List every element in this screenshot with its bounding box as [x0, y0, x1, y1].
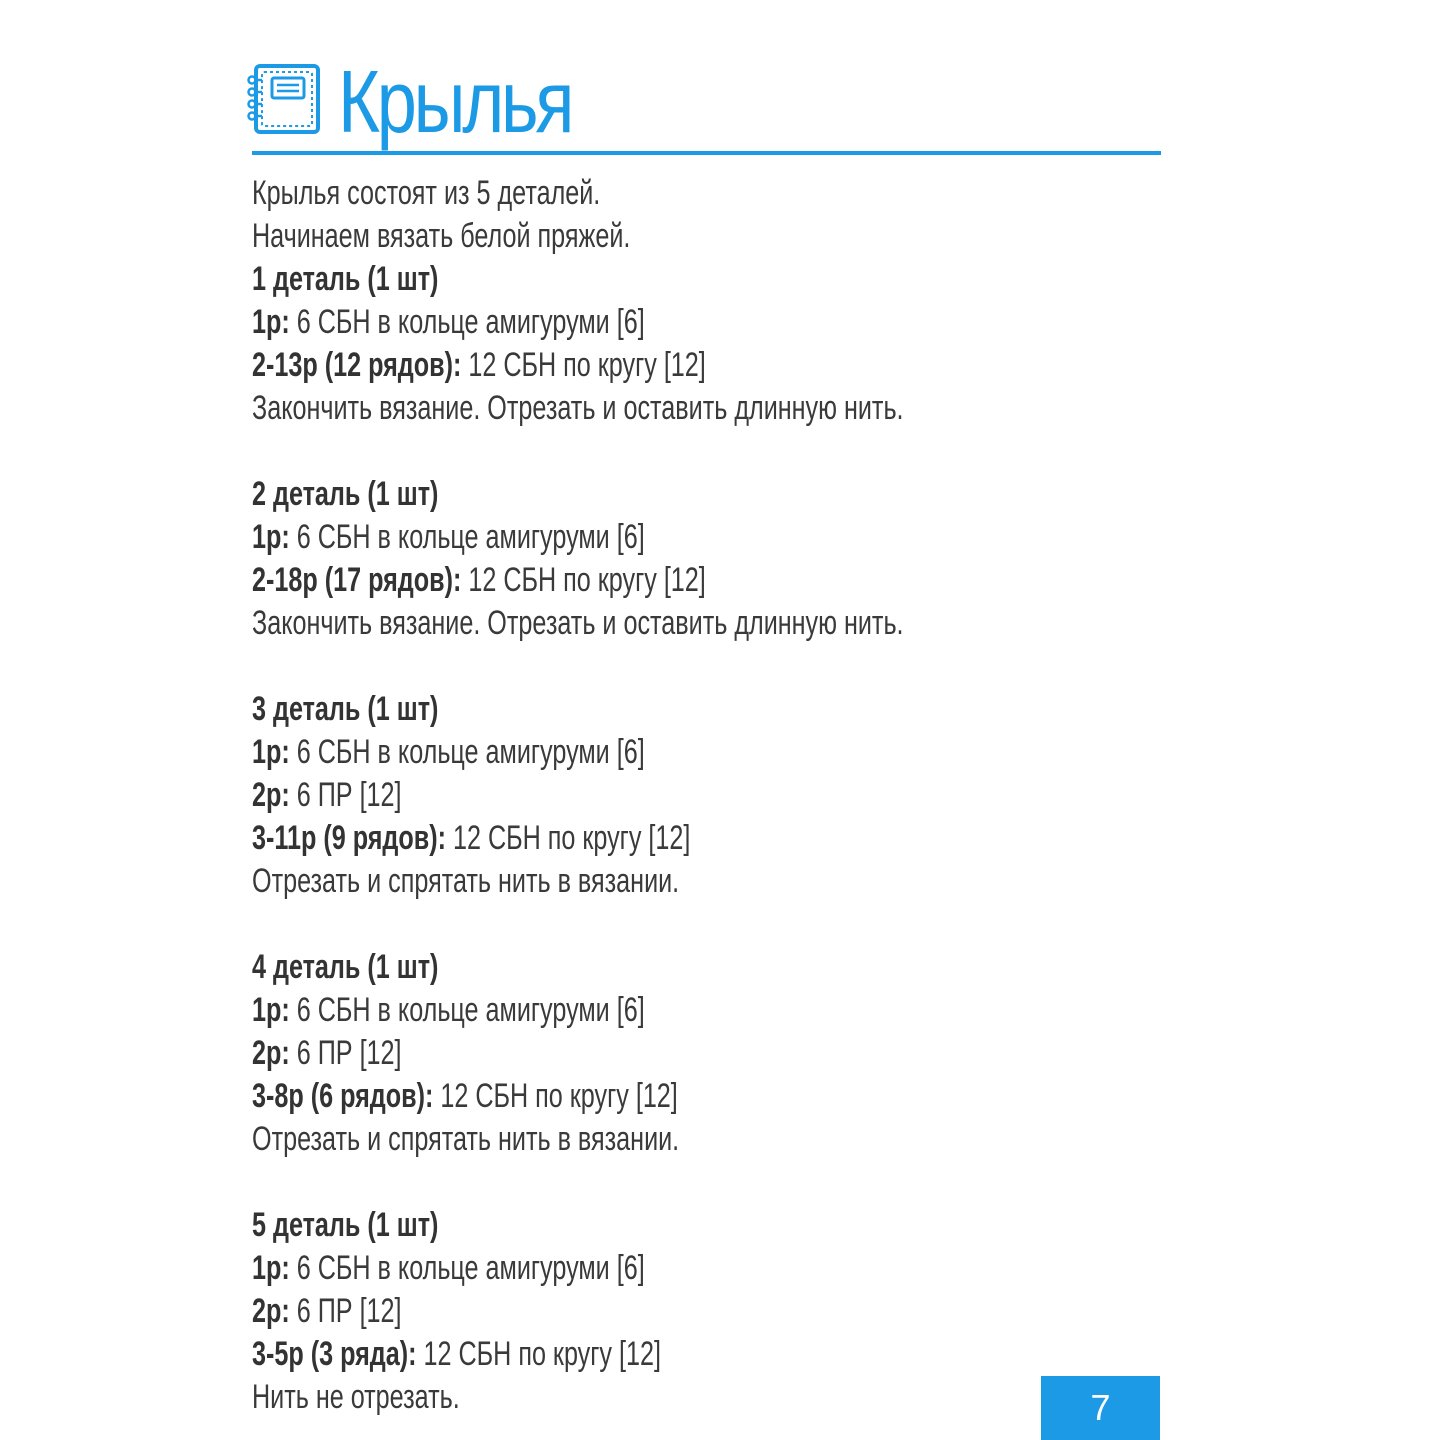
row-instruction: 3-5р (3 ряда): 12 СБН по кругу [12] [252, 1335, 661, 1373]
part-heading: 3 деталь (1 шт) [252, 690, 439, 728]
part-heading: 1 деталь (1 шт) [252, 260, 439, 298]
part-heading: 4 деталь (1 шт) [252, 948, 439, 986]
page-number: 7 [1041, 1376, 1160, 1440]
part-heading: 5 деталь (1 шт) [252, 1206, 439, 1244]
row-instruction: 1р: 6 СБН в кольце амигуруми [6] [252, 518, 645, 556]
row-instruction: 1р: 6 СБН в кольце амигуруми [6] [252, 991, 645, 1029]
part-heading: 2 деталь (1 шт) [252, 475, 439, 513]
part-note: Нить не отрезать. [252, 1378, 460, 1416]
pattern-text [252, 172, 1152, 1419]
part-note: Закончить вязание. Отрезать и оставить длинную нить. [252, 604, 904, 642]
row-instruction: 1р: 6 СБН в кольце амигуруми [6] [252, 303, 645, 341]
row-instruction: 3-8р (6 рядов): 12 СБН по кругу [12] [252, 1077, 678, 1115]
row-instruction: 2-18р (17 рядов): 12 СБН по кругу [12] [252, 561, 706, 599]
page-title: Крылья [338, 52, 572, 151]
row-instruction: 2р: 6 ПР [12] [252, 1292, 402, 1330]
page-header [246, 52, 622, 152]
row-instruction: 1р: 6 СБН в кольце амигуруми [6] [252, 1249, 645, 1287]
row-instruction: 2р: 6 ПР [12] [252, 776, 402, 814]
row-instruction: 3-11р (9 рядов): 12 СБН по кругу [12] [252, 819, 691, 857]
part-note: Закончить вязание. Отрезать и оставить длинную нить. [252, 389, 904, 427]
notebook-icon [246, 60, 324, 138]
row-instruction: 1р: 6 СБН в кольце амигуруми [6] [252, 733, 645, 771]
row-instruction: 2-13р (12 рядов): 12 СБН по кругу [12] [252, 346, 706, 384]
part-note: Отрезать и спрятать нить в вязании. [252, 1120, 680, 1158]
part-note: Отрезать и спрятать нить в вязании. [252, 862, 680, 900]
intro-line: Начинаем вязать белой пряжей. [252, 217, 631, 255]
intro-line: Крылья состоят из 5 деталей. [252, 174, 601, 212]
title-divider [252, 151, 1161, 155]
row-instruction: 2р: 6 ПР [12] [252, 1034, 402, 1072]
